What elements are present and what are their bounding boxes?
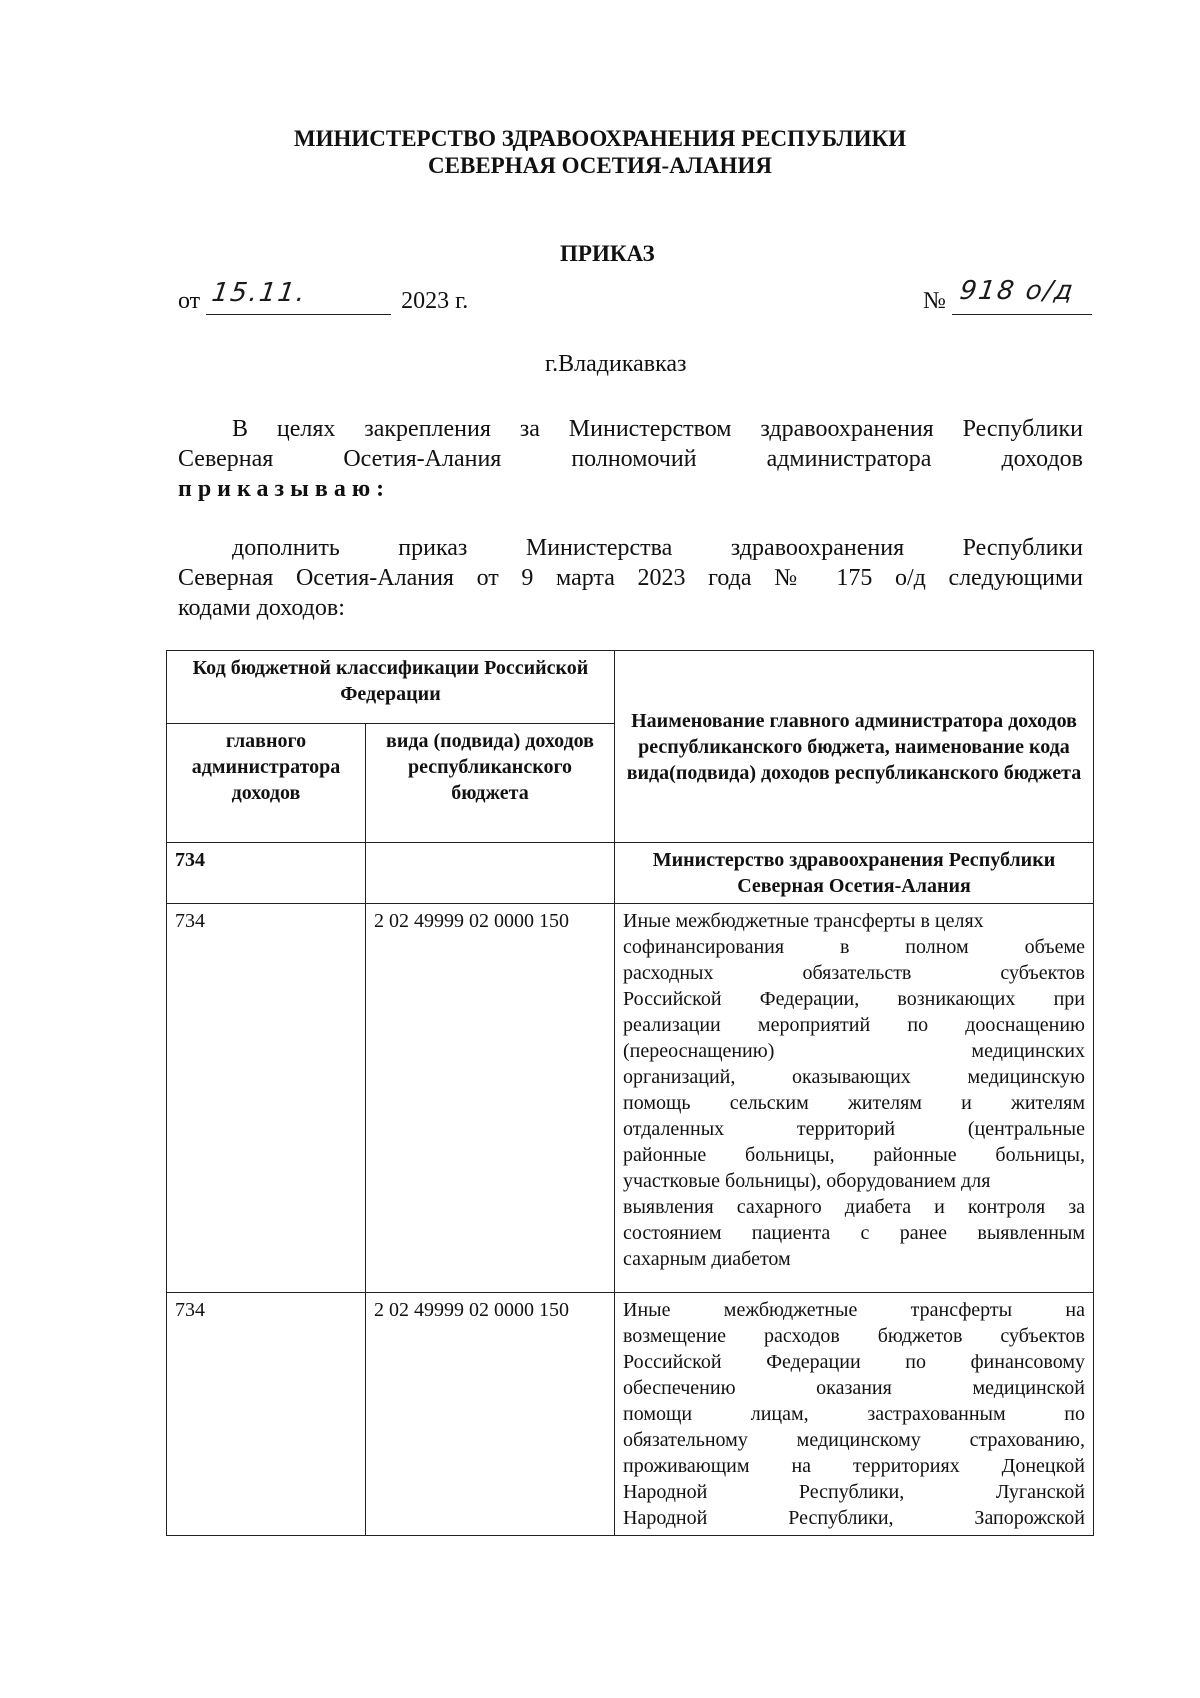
amendment-line-2: Северная Осетия-Алания от 9 марта 2023 года № 175 о/д следующими xyxy=(178,565,1083,591)
group-header: Код бюджетной классификации Российской Федерации xyxy=(167,651,615,724)
table-row xyxy=(167,904,1094,1293)
description-line: проживающим на территориях Донецкой xyxy=(623,1455,1085,1477)
date-blank xyxy=(206,278,391,315)
admin-code-cell: 734 xyxy=(167,1293,366,1536)
ministry-heading xyxy=(160,125,1040,179)
revenue-code-cell: 2 02 49999 02 0000 150 xyxy=(366,1293,615,1536)
description-line: возмещение расходов бюджетов субъектов xyxy=(623,1325,1085,1347)
description-line: отдаленных территорий (центральные xyxy=(623,1118,1085,1140)
ministry-line-1: МИНИСТЕРСТВО ЗДРАВООХРАНЕНИЯ РЕСПУБЛИКИ xyxy=(293,126,907,151)
code-column-header: вида (подвида) доходов республиканского бюджета xyxy=(366,724,615,843)
admin-name-cell: Министерство здравоохранения Республики Северная Осетия-Алания xyxy=(615,843,1094,904)
order-number xyxy=(923,276,1092,315)
table-header-row xyxy=(167,651,1094,724)
amendment-paragraph xyxy=(178,533,1083,623)
revenue-description-cell xyxy=(615,1293,1094,1536)
handwritten-number: 918 о/д xyxy=(957,276,1077,306)
description-line: помощь сельским жителям и жителям xyxy=(623,1092,1085,1114)
description-line: участковые больницы), оборудованием для xyxy=(623,1170,991,1192)
amendment-line-3: кодами доходов: xyxy=(178,595,345,621)
description-line: организаций, оказывающих медицинскую xyxy=(623,1066,1085,1088)
description-line: состоянием пациента с ранее выявленным xyxy=(623,1222,1085,1244)
description-line: софинансирования в полном объеме xyxy=(623,936,1085,958)
description-line: помощи лицам, застрахованным по xyxy=(623,1403,1085,1425)
description-line: Иные межбюджетные трансферты на xyxy=(623,1299,1085,1321)
description-line: сахарным диабетом xyxy=(623,1248,791,1270)
intro-paragraph xyxy=(178,414,1083,504)
revenue-code-cell: 2 02 49999 02 0000 150 xyxy=(366,904,615,1293)
description-line: районные больницы, районные больницы, xyxy=(623,1144,1085,1166)
handwritten-date: 15.11. xyxy=(210,278,309,308)
description-line: расходных обязательств субъектов xyxy=(623,962,1085,984)
name-column-header: Наименование главного администратора доходов республиканского бюджета, наименование кода вида(подвида) доходов республиканского бюджета xyxy=(615,651,1094,843)
table-row xyxy=(167,843,1094,904)
admin-column-header: главного администратора доходов xyxy=(167,724,366,843)
description-line: (переоснащению) медицинских xyxy=(623,1040,1085,1062)
number-prefix: № xyxy=(923,288,946,314)
document-type-title: ПРИКАЗ xyxy=(560,241,655,266)
description-line: Народной Республики, Запорожской xyxy=(623,1507,1085,1529)
description-line: Иные межбюджетные трансферты в целях xyxy=(623,910,984,932)
amendment-line-1: дополнить приказ Министерства здравоохранения Республики xyxy=(232,535,1083,561)
revenue-code-cell xyxy=(366,843,615,904)
intro-line-1: В целях закрепления за Министерством здравоохранения Республики xyxy=(232,416,1083,442)
description-line: обязательному медицинскому страхованию, xyxy=(623,1429,1085,1451)
revenue-codes-table xyxy=(166,650,1094,1536)
revenue-description-cell xyxy=(615,904,1094,1293)
admin-code-cell: 734 xyxy=(167,904,366,1293)
number-blank xyxy=(952,276,1092,315)
description-line: Российской Федерации, возникающих при xyxy=(623,988,1085,1010)
table-row xyxy=(167,1293,1094,1536)
description-line: реализации мероприятий по дооснащению xyxy=(623,1014,1085,1036)
admin-code-cell: 734 xyxy=(167,843,366,904)
description-line: Российской Федерации по финансовому xyxy=(623,1351,1085,1373)
description-line: выявления сахарного диабета и контроля за xyxy=(623,1196,1085,1218)
order-directive: приказываю: xyxy=(178,476,391,502)
ministry-line-2: СЕВЕРНАЯ ОСЕТИЯ-АЛАНИЯ xyxy=(428,153,772,178)
description-line: обеспечению оказания медицинской xyxy=(623,1377,1085,1399)
date-prefix: от xyxy=(178,288,201,314)
order-date xyxy=(178,278,469,315)
date-year: 2023 г. xyxy=(401,288,469,314)
description-line: Народной Республики, Луганской xyxy=(623,1481,1085,1503)
city-line: г.Владикавказ xyxy=(545,351,687,377)
intro-line-2: Северная Осетия-Алания полномочий администратора доходов xyxy=(178,446,1083,472)
